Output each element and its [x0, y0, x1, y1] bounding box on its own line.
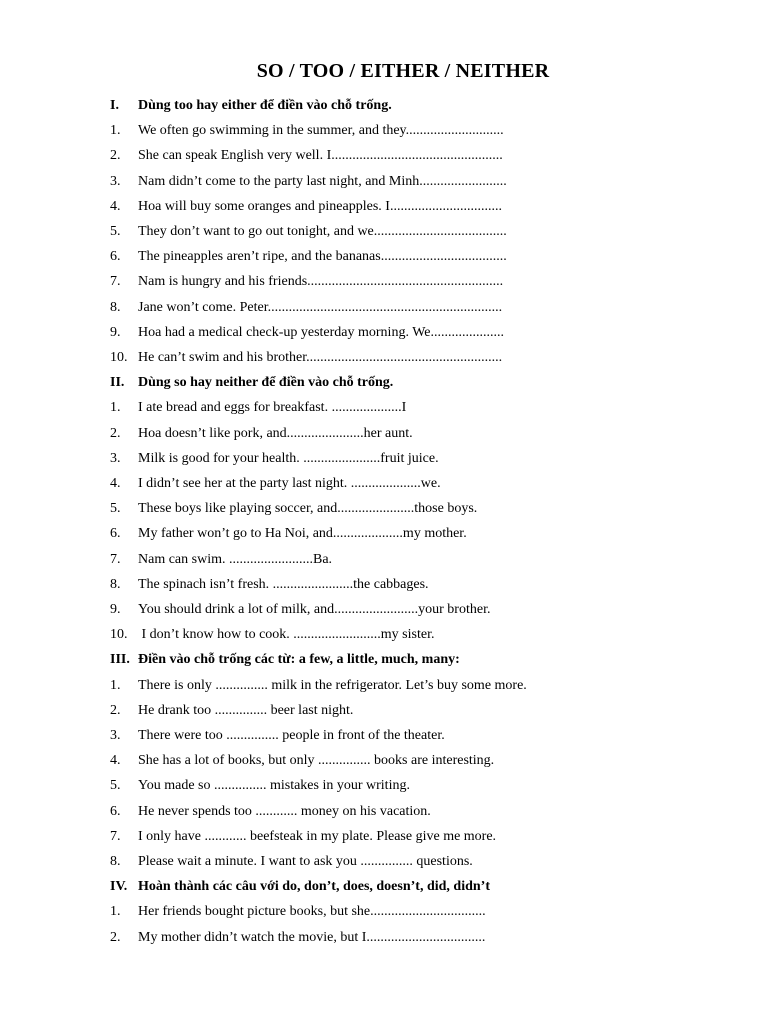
item-text: The pineapples aren’t ripe, and the bananas....................................	[138, 249, 507, 265]
exercise-item	[110, 398, 406, 418]
exercise-item	[110, 222, 507, 242]
exercise-item	[110, 751, 494, 771]
item-text: My father won’t go to Ha Noi, and....................my mother.	[138, 526, 467, 542]
exercise-item	[110, 298, 502, 318]
item-text: She has a lot of books, but only ............... books are interesting.	[138, 753, 495, 769]
item-text: He drank too ............... beer last night.	[138, 702, 354, 718]
item-text: We often go swimming in the summer, and they............................	[138, 123, 504, 139]
page-title: SO / TOO / EITHER / NEITHER	[256, 60, 550, 82]
item-number: 2.	[110, 425, 121, 441]
item-number: 1.	[110, 904, 121, 920]
section-number: II.	[110, 375, 125, 391]
item-text: You should drink a lot of milk, and........................your brother.	[138, 602, 491, 617]
section-heading	[110, 96, 392, 116]
item-text: I didn’t see her at the party last night. ....................we.	[138, 476, 441, 491]
section-heading	[110, 373, 393, 393]
exercise-item	[110, 348, 502, 368]
item-text: Hoa had a medical check-up yesterday morning. We.....................	[138, 324, 505, 340]
exercise-item	[110, 272, 503, 292]
item-text: There were too ............... people in front of the theater.	[138, 728, 445, 743]
item-number: 6.	[110, 803, 121, 819]
item-text: Please wait a minute. I want to ask you ............... questions.	[138, 854, 473, 869]
item-number: 1.	[110, 123, 121, 139]
item-number: 7.	[110, 274, 121, 290]
item-number: 2.	[110, 702, 121, 718]
item-text: Hoa will buy some oranges and pineapples. I................................	[138, 198, 502, 214]
exercise-item	[110, 600, 490, 620]
item-number: 7.	[110, 828, 121, 844]
item-number: 9.	[110, 602, 121, 617]
item-text: I only have ............ beefsteak in my plate. Please give me more.	[138, 828, 497, 844]
section-heading-text: Hoàn thành các câu với do, don’t, does, doesn’t, did, didn’t	[138, 879, 490, 895]
exercise-item	[110, 449, 439, 469]
item-text: Nam is hungry and his friends........................................................	[138, 274, 504, 290]
section-heading-text: Dùng too hay either để điền vào chỗ trống.	[138, 98, 392, 113]
item-number: 3.	[110, 173, 121, 189]
item-text: Nam didn’t come to the party last night, and Minh.........................	[138, 173, 507, 189]
exercise-item	[110, 146, 503, 166]
item-text: Jane won’t come. Peter...................................................................	[138, 299, 503, 315]
item-number: 10.	[110, 627, 128, 643]
item-text: He never spends too ............ money on his vacation.	[138, 803, 431, 819]
section-number: IV.	[110, 879, 128, 895]
section-heading-text: Điền vào chỗ trống các từ: a few, a little, much, many:	[138, 652, 460, 668]
exercise-item	[110, 172, 507, 192]
item-number: 7.	[110, 551, 121, 567]
exercise-item	[110, 701, 353, 721]
item-number: 8.	[110, 854, 121, 869]
exercise-item	[110, 802, 431, 822]
item-number: 3.	[110, 450, 121, 466]
item-number: 5.	[110, 501, 121, 517]
item-number: 4.	[110, 476, 121, 491]
item-number: 8.	[110, 576, 121, 592]
item-number: 1.	[110, 400, 121, 416]
item-text: I don’t know how to cook. .........................my sister.	[138, 627, 435, 643]
item-number: 2.	[110, 148, 121, 164]
exercise-item	[110, 121, 504, 141]
item-text: The spinach isn’t fresh. .......................the cabbages.	[138, 576, 429, 592]
section-heading	[110, 650, 460, 670]
section-heading	[110, 877, 490, 897]
exercise-item	[110, 726, 445, 746]
exercise-item	[110, 524, 467, 544]
item-number: 4.	[110, 753, 121, 769]
item-number: 1.	[110, 677, 121, 693]
exercise-item	[110, 197, 502, 217]
exercise-item	[110, 676, 527, 696]
item-text: Milk is good for your health. ......................fruit juice.	[138, 450, 439, 466]
item-number: 8.	[110, 299, 121, 315]
section-number: I.	[110, 98, 119, 113]
item-number: 6.	[110, 526, 121, 542]
exercise-item	[110, 928, 485, 948]
item-number: 6.	[110, 249, 121, 265]
exercise-item	[110, 550, 332, 570]
item-text: He can’t swim and his brother........................................................	[138, 350, 503, 365]
item-text: My mother didn’t watch the movie, but I..................................	[138, 929, 486, 945]
item-text: There is only ............... milk in the refrigerator. Let’s buy some more.	[138, 677, 527, 693]
item-text: I ate bread and eggs for breakfast. ....................I	[138, 400, 407, 416]
item-number: 2.	[110, 929, 121, 945]
item-text: Hoa doesn’t like pork, and......................her aunt.	[138, 425, 413, 441]
item-text: She can speak English very well. I.................................................	[138, 148, 503, 164]
item-number: 3.	[110, 728, 121, 743]
item-text: They don’t want to go out tonight, and we......................................	[138, 224, 507, 239]
item-number: 4.	[110, 198, 121, 214]
item-number: 10.	[110, 350, 128, 365]
item-number: 5.	[110, 224, 121, 239]
item-number: 5.	[110, 778, 121, 794]
exercise-item	[110, 625, 434, 645]
item-text: You made so ............... mistakes in your writing.	[138, 778, 410, 794]
item-text: Her friends bought picture books, but she.................................	[138, 904, 486, 920]
exercise-item	[110, 852, 473, 872]
exercise-item	[110, 247, 507, 267]
exercise-item	[110, 827, 496, 847]
exercise-item	[110, 474, 441, 494]
item-number: 9.	[110, 324, 121, 340]
exercise-item	[110, 323, 504, 343]
exercise-item	[110, 424, 413, 444]
item-text: Nam can swim. ........................Ba.	[138, 551, 333, 567]
exercise-item	[110, 902, 486, 922]
item-text: These boys like playing soccer, and......................those boys.	[138, 501, 478, 517]
exercise-item	[110, 575, 429, 595]
section-number: III.	[110, 652, 130, 668]
exercise-item	[110, 776, 410, 796]
exercise-item	[110, 499, 477, 519]
section-heading-text: Dùng so hay neither để điền vào chỗ trống.	[138, 375, 394, 391]
